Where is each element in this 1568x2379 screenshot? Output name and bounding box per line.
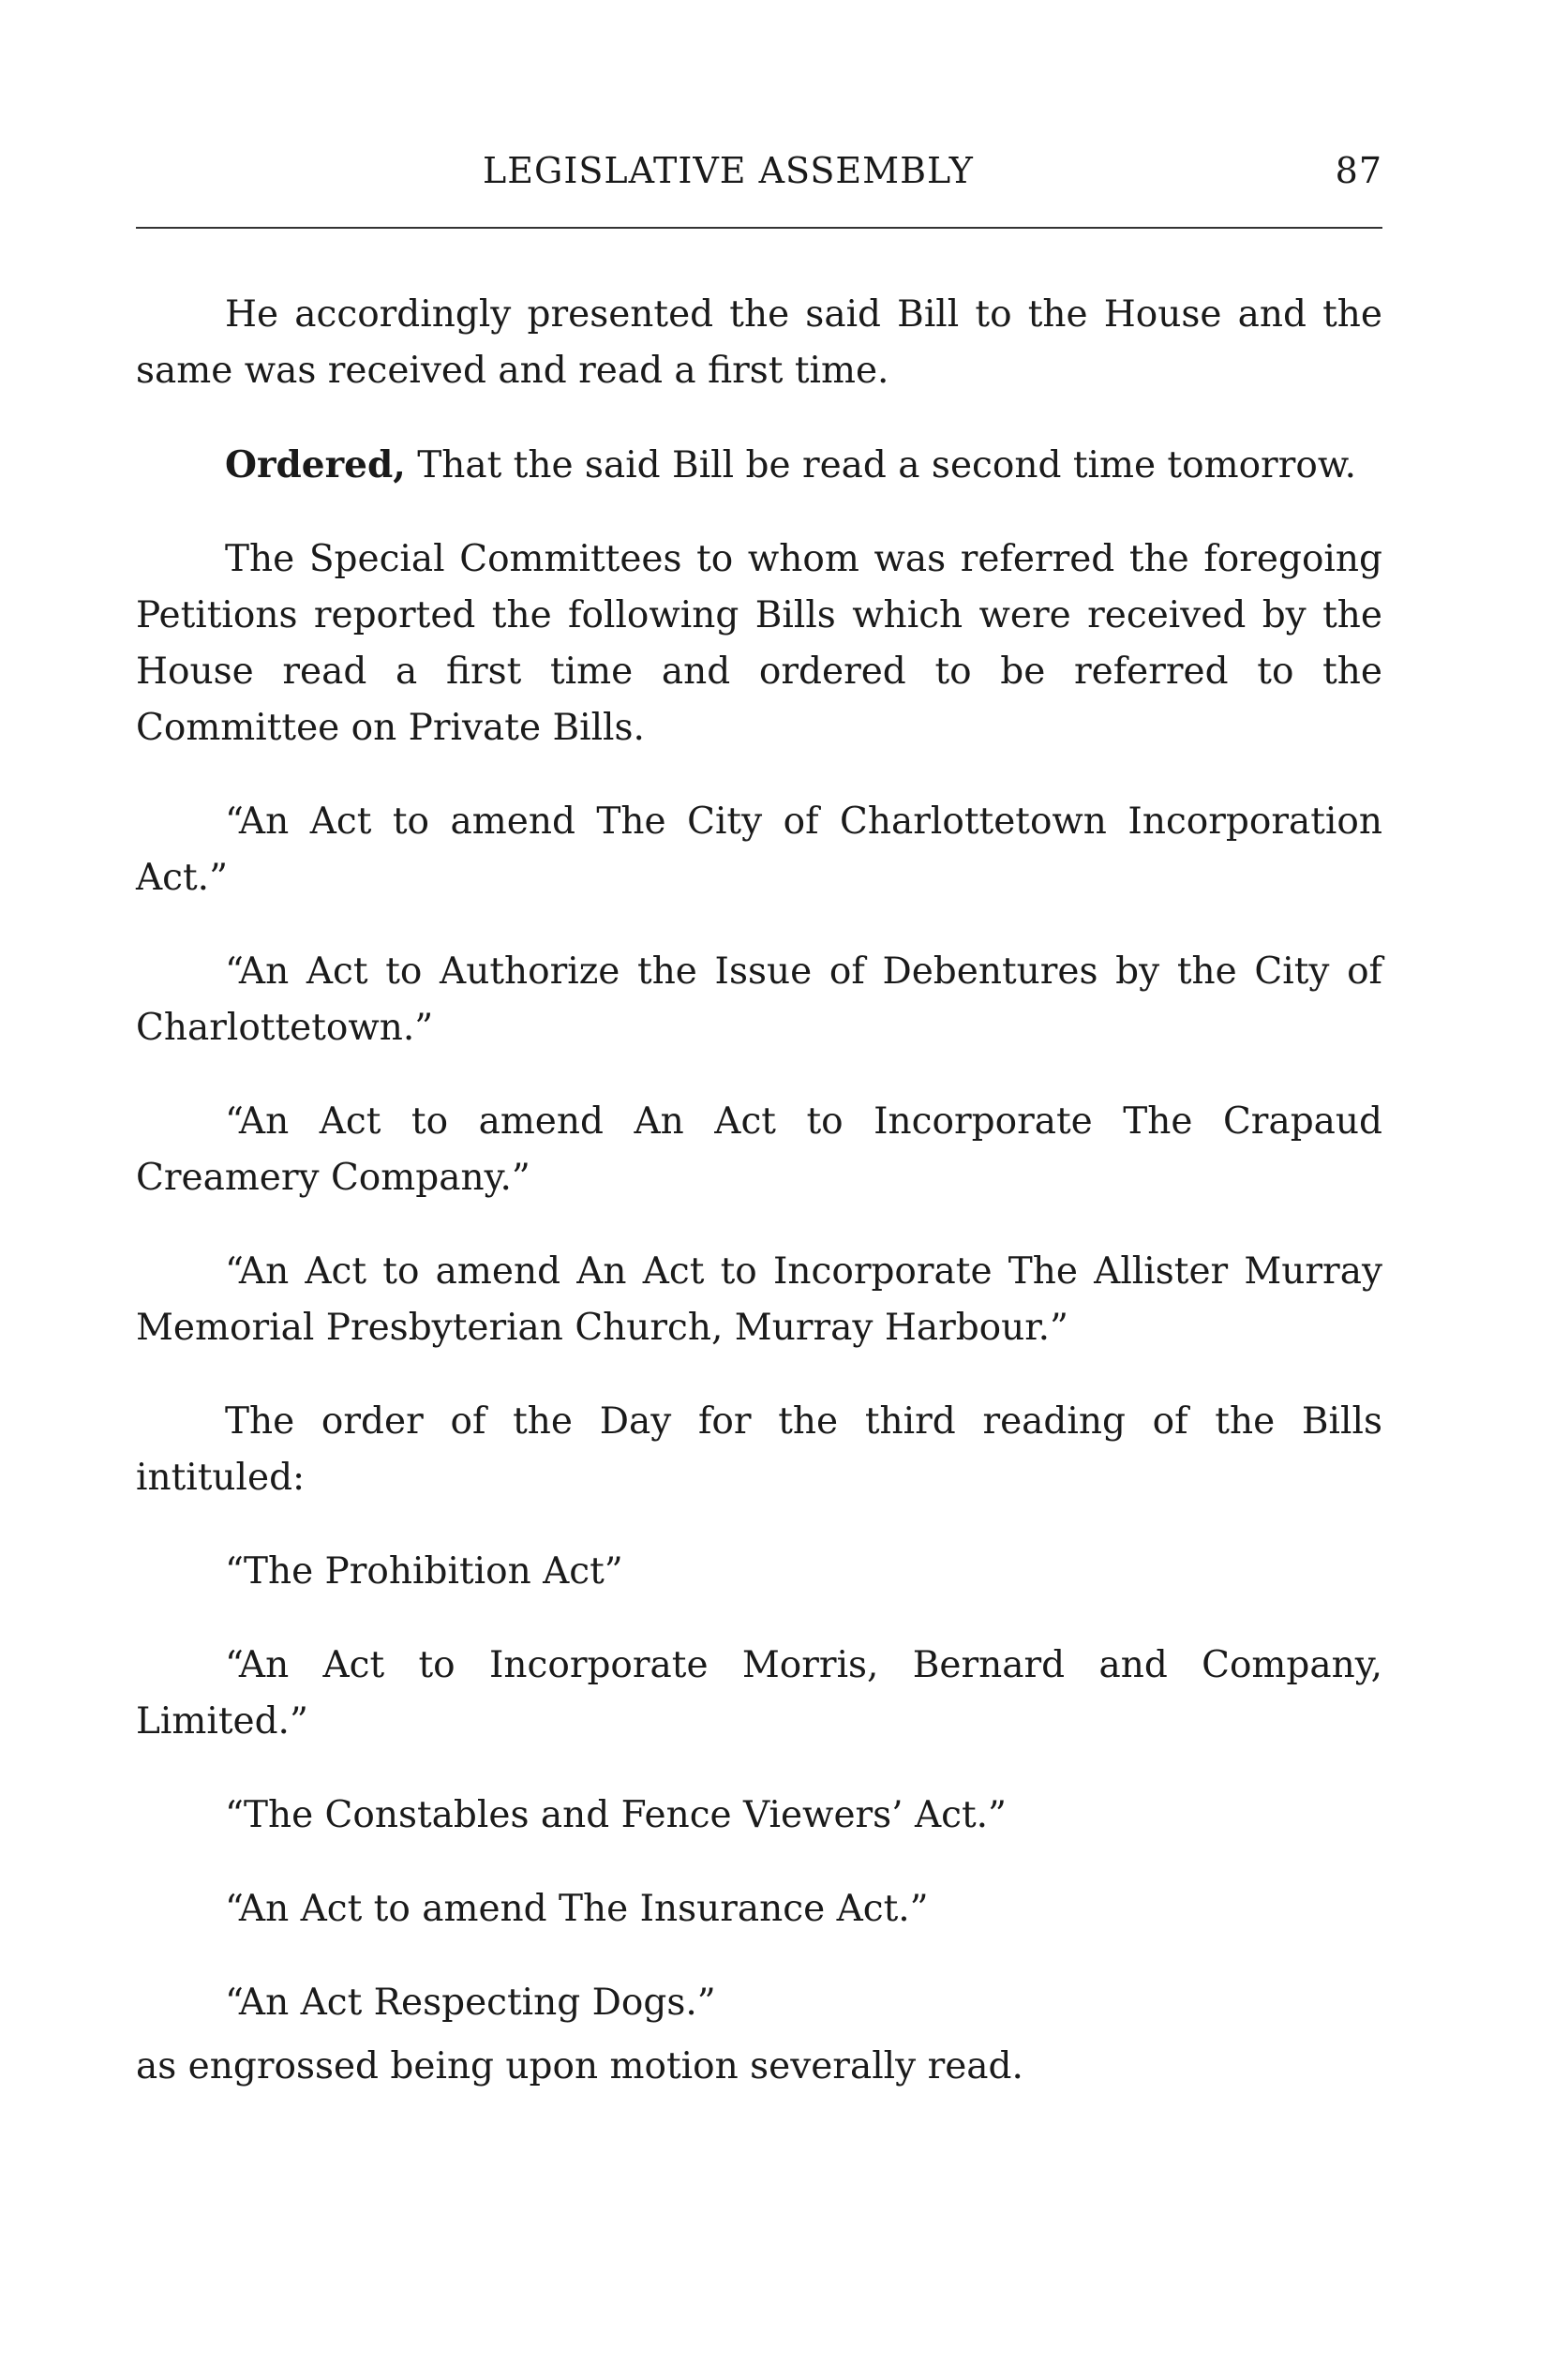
- header-rule: [136, 227, 1382, 229]
- header-title: LEGISLATIVE ASSEMBLY: [483, 150, 974, 191]
- ordered-label: Ordered,: [225, 443, 406, 486]
- third-reading-item: “An Act to amend The Insurance Act.”: [225, 1888, 929, 1930]
- paragraph-order-of-day: The order of the Day for the third reading of the Bills intituled:: [136, 1400, 1382, 1499]
- page-number: 87: [1335, 150, 1382, 191]
- bill-item: “An Act to amend The City of Charlottetown Incorporation Act.”: [136, 800, 1382, 899]
- bill-item: “An Act to Authorize the Issue of Debentures by the City of Charlottetown.”: [136, 950, 1382, 1049]
- bill-item: “An Act to amend An Act to Incorporate The Crapaud Creamery Company.”: [136, 1100, 1382, 1199]
- document-page: [136, 150, 1382, 2132]
- paragraph-special-committees: The Special Committees to whom was referred the foregoing Petitions reported the following Bills which were received by the House read a first time and ordered to be referred to the Committee on Private Bills.: [136, 538, 1382, 749]
- paragraph-closing: as engrossed being upon motion severally read.: [136, 2045, 1023, 2087]
- bill-item: “An Act to amend An Act to Incorporate The Allister Murray Memorial Presbyterian Church, Murray Harbour.”: [136, 1250, 1382, 1349]
- third-reading-item: “An Act to Incorporate Morris, Bernard and Company, Limited.”: [136, 1644, 1382, 1743]
- paragraph-bill-presented: He accordingly presented the said Bill to the House and the same was received and read a first time.: [136, 293, 1382, 392]
- third-reading-item: “The Constables and Fence Viewers’ Act.”: [225, 1794, 1007, 1836]
- paragraph-ordered: [136, 437, 1382, 494]
- ordered-text: That the said Bill be read a second time tomorrow.: [405, 444, 1356, 486]
- third-reading-item: “An Act Respecting Dogs.”: [225, 1982, 716, 2024]
- third-reading-item: “The Prohibition Act”: [225, 1550, 623, 1593]
- running-header: [136, 150, 1382, 208]
